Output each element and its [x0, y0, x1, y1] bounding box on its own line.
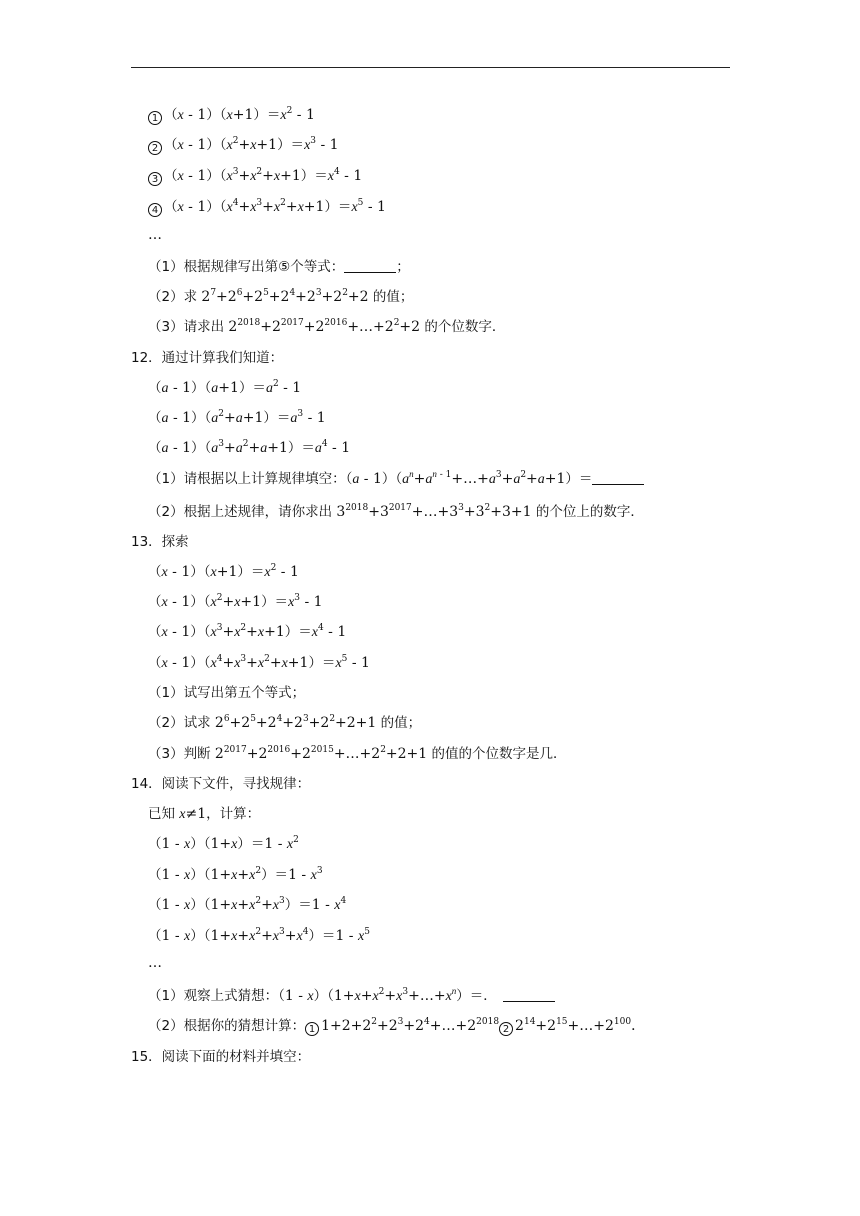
answer-blank[interactable]: [503, 987, 555, 1002]
q13-sub2: （2）试求 $2^6+2^5+2^4+2^3+2^2+2+1$ 的值；: [148, 714, 422, 731]
q11-sub2: （2）求 $2^7+2^6+2^5+2^4+2^3+2^2+2$ 的值；: [148, 288, 414, 305]
q14-given: 已知 x≠1，计算：: [148, 806, 261, 822]
q13-sub1: （1）试写出第五个等式；: [148, 685, 306, 701]
header-rule: [131, 67, 730, 68]
q11-item-4: 4 $(x - 1)(x^4+x^3+x^2+x+1)=x^5 - 1$: [148, 198, 386, 217]
q14-ellipsis: …: [148, 955, 162, 971]
q14-title: 14．阅读下文件，寻找规律：: [131, 776, 311, 792]
q14-sub1: （1）观察上式猜想：$(1 - x)(1+x+x^2+x^3+\dots+x^n)=$．: [148, 987, 555, 1006]
circled-number: 1: [305, 1022, 319, 1036]
q12-eq3: $(a - 1)(a^3+a^2+a+1)=a^4 - 1$: [148, 439, 351, 456]
answer-blank[interactable]: [344, 258, 396, 273]
q12-sub1: （1）请根据以上计算规律填空：$(a - 1)(a^n+a^{n - 1}+\dots+a^3+a^2+a+1)=$: [148, 470, 644, 489]
q13-eq4: $(x - 1)(x^4+x^3+x^2+x+1)=x^5 - 1$: [148, 654, 370, 671]
q14-sub2: （2）根据你的猜想计算： 1 $1+2+2^2+2^3+2^4+\dots+2^{2018}2$ $2^{14}+2^{15}+\dots+2^{100}$．: [148, 1017, 646, 1035]
q14-eq2: $(1 - x)(1+x+x^2)=1 - x^3$: [148, 866, 323, 883]
q12-eq2: $(a - 1)(a^2+a+1)=a^3 - 1$: [148, 409, 326, 426]
q11-item-2: 2 $(x - 1)(x^2+x+1)=x^3 - 1$: [148, 136, 339, 155]
circled-number: 2: [148, 141, 162, 155]
answer-blank[interactable]: [592, 470, 644, 485]
q12-sub2: （2）根据上述规律，请你求出 $3^{2018}+3^{2017}+\dots+3^3+3^2+3+1$ 的个位上的数字．: [148, 503, 644, 520]
q13-sub3: （3）判断 $2^{2017}+2^{2016}+2^{2015}+\dots+2^2+2+1$ 的值的个位数字是几．: [148, 745, 567, 762]
q13-title: 13．探索: [131, 534, 189, 550]
q11-ellipsis: …: [148, 227, 162, 243]
q14-eq4: $(1 - x)(1+x+x^2+x^3+x^4)=1 - x^5$: [148, 927, 370, 944]
circled-number: 3: [148, 172, 162, 186]
circled-number: 2: [499, 1022, 513, 1036]
q11-sub1: （1）根据规律写出第⑤个等式： ；: [148, 259, 410, 275]
circled-number: 1: [148, 111, 162, 125]
q14-eq3: $(1 - x)(1+x+x^2+x^3)=1 - x^4$: [148, 896, 347, 913]
q11-item-1: 1 $(x - 1)(x+1)=x^2 - 1$: [148, 106, 315, 125]
circled-number: 4: [148, 203, 162, 217]
q13-eq1: $(x - 1)(x+1)=x^2 - 1$: [148, 563, 299, 580]
q11-sub3: （3）请求出 $2^{2018}+2^{2017}+2^{2016}+\dots+2^2+2$ 的个位数字．: [148, 318, 506, 335]
q13-eq2: $(x - 1)(x^2+x+1)=x^3 - 1$: [148, 593, 323, 610]
q14-eq1: $(1 - x)(1+x)=1 - x^2$: [148, 835, 299, 852]
q12-title: 12．通过计算我们知道：: [131, 350, 284, 366]
q13-eq3: $(x - 1)(x^3+x^2+x+1)=x^4 - 1$: [148, 623, 347, 640]
q15-title: 15．阅读下面的材料并填空：: [131, 1049, 311, 1065]
q11-item-3: 3 $(x - 1)(x^3+x^2+x+1)=x^4 - 1$: [148, 167, 362, 186]
q12-eq1: $(a - 1)(a+1)=a^2 - 1$: [148, 379, 302, 396]
